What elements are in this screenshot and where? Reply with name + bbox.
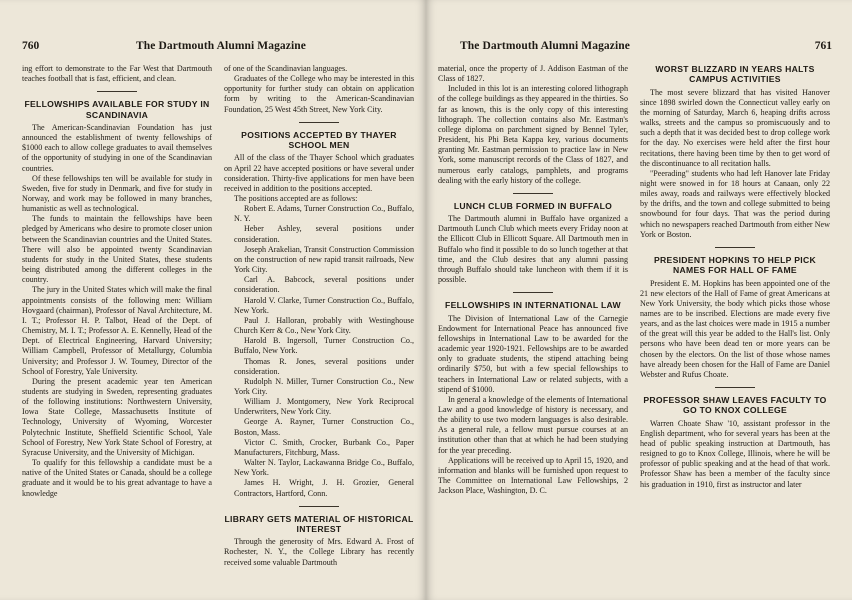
article-paragraph: The positions accepted are as follows:	[234, 194, 358, 203]
right-page-number: 761	[814, 40, 832, 52]
article-paragraph: During the present academic year ten American students are studying in Sweden, representing graduates of the following institutions: Northwestern University, Iowa State College, Massachusetts Institute of Technology, University of Wyoming, Worcester Polytechnic Institute, Sheffield Scientific School, Yale School of Forestry, New York State School of Forestry, at Syracuse University, and the University of Michigan.	[22, 376, 212, 457]
position-entry: Joseph Arakelian, Transit Construction Commission on the construction of new rapid transit railroads, New York City.	[234, 244, 414, 275]
scandinavia-continuation: of one of the Scandinavian languages.	[224, 64, 348, 73]
thayer-positions-heading: POSITIONS ACCEPTED BY THAYER SCHOOL MEN	[241, 129, 397, 151]
right-column-2	[640, 64, 830, 592]
left-running-head	[22, 0, 416, 62]
left-page-number: 760	[22, 40, 40, 52]
divider	[299, 122, 339, 123]
article-paragraph: Of these fellowships ten will be available for study in Sweden, five for study in Denmark, and five for study in Norway, and work may be followed in many branches, humanistic as well as technological.	[22, 173, 212, 214]
football-continuation: ing effort to demonstrate to the Far West that Dartmouth teaches football that is fast, efficient, and clean.	[22, 64, 212, 84]
blizzard-heading: WORST BLIZZARD IN YEARS HALTS CAMPUS ACTIVITIES	[655, 64, 815, 85]
position-entry: Thomas R. Jones, several positions under consideration.	[234, 356, 414, 376]
divider	[513, 193, 553, 194]
article-paragraph: Graduates of the College who may be interested in this opportunity for further study can obtain on application form by writing to the American-Scandinavian Foundation, 25 West 45th Street, New York City.	[224, 74, 414, 114]
position-entry: Paul J. Halloran, probably with Westinghouse Church Kerr & Co., New York City.	[234, 315, 414, 336]
divider	[715, 387, 755, 388]
shaw-heading: PROFESSOR SHAW LEAVES FACULTY TO GO TO KNOX COLLEGE	[643, 395, 827, 416]
right-running-head	[438, 0, 832, 62]
position-entry: Heber Ashley, several positions under consideration.	[234, 224, 414, 244]
article-paragraph: Included in this lot is an interesting colored lithograph of the college buildings as they appeared in the thirties. So far as known, this is the only copy of this interesting lithograph. The collection contains also Mr. Eastman's college diploma on parchment signed by Bennel Tyler, President, his Phi Beta Kappa key, various documents granting Mr. Eastman permission to practice law in New York, some manuscript records of the Class of 1827, and numerous early catalogs, pamphlets, and programs dealing with the early history of the college.	[438, 84, 628, 185]
article-paragraph: "Peerading" students who had left Hanover late Friday night were snowed in for 18 hours at Canaan, only 22 miles away, roads and railways were effectively blocked by the drifts, and the town and college submitted to being snowbound for four days. That was the period during which no newspapers reached Dartmouth from either New York or Boston.	[640, 168, 830, 239]
position-entry: George A. Rayner, Turner Construction Co., Boston, Mass.	[234, 417, 414, 437]
right-page	[426, 0, 852, 600]
article-paragraph: In general a knowledge of the elements of International Law and a good knowledge of history is necessary, and the ability to use two modern languages is also desirable. As a general rule, a fellow must pursue courses at an institution other than that at which he had been studying for the year preceding.	[438, 394, 628, 455]
position-entry: Walter N. Taylor, Lackawanna Bridge Co., Buffalo, New York.	[234, 458, 414, 478]
left-column-1	[22, 64, 212, 592]
scandinavia-fellowships-heading: FELLOWSHIPS AVAILABLE FOR STUDY IN SCANDINAVIA	[24, 99, 210, 120]
divider	[513, 292, 553, 293]
article-paragraph: The Dartmouth alumni in Buffalo have organized a Dartmouth Lunch Club which meets every Friday noon at the Ellicott Club in Ellicott Square. All Dartmouth men in Buffalo who find it possible to do so lunch together at that time, and the Club desires that any alumni passing through Buffalo should take luncheon with them if it is possible.	[438, 214, 628, 285]
divider	[715, 247, 755, 248]
article-paragraph: All of the class of the Thayer School which graduates on April 22 have accepted positions or have several under consideration. Thirty-five applications for men have been received in addition to the positions accepted.	[224, 153, 414, 193]
left-magazine-title: The Dartmouth Alumni Magazine	[136, 40, 306, 52]
article-paragraph: The funds to maintain the fellowships have been pledged by Americans who desire to promote closer union between the Scandinavian countries and the United States. There will also be appointed twenty Scandinavian students for study in the United States, these students being distributed among the different colleges in the country.	[22, 214, 212, 285]
article-paragraph: Through the generosity of Mrs. Edward A. Frost of Rochester, N. Y., the College Library has recently received some valuable Dartmouth	[224, 537, 414, 567]
right-columns	[438, 64, 832, 592]
divider	[97, 91, 137, 92]
position-entry: Harold B. Ingersoll, Turner Construction Co., Buffalo, New York.	[234, 336, 414, 356]
article-paragraph: The most severe blizzard that has visited Hanover since 1898 swirled down the Connecticut valley early on the morning of Saturday, March 6, heaping drifts across walks, streets and the campus so promiscuously and to such a depth that it was decided best to drop college work for the day. No exercises were held after the first hour recitations, there having been time by then to get word of the discontinuance to all recitation halls.	[640, 87, 830, 168]
article-paragraph: The American-Scandinavian Foundation has just announced the establishment of twenty fellowships of $1000 each to allow college graduates to avail themselves of the opportunity of studying in one of the Scandinavian countries.	[22, 122, 212, 173]
position-entry: Harold V. Clarke, Turner Construction Co., Buffalo, New York.	[234, 295, 414, 315]
position-entry: James H. Wright, J. H. Grozier, General Contractors, Hartford, Conn.	[234, 478, 414, 498]
article-paragraph: President E. M. Hopkins has been appointed one of the 21 new electors of the Hall of Fame of great Americans at New York University, the body which picks those whose names are to be inscribed. Elections are made every five years, and as the last choices were made in 1915 a number of the great will this year be added to the Hall's list. Only persons who have been dead ten or more years can be chosen by the electors. On the list of those whose names have already been chosen for the Hall of Fame are Daniel Webster and Rufus Choate.	[640, 278, 830, 379]
position-entry: William J. Montgomery, New York Reciprocal Underwriters, New York City.	[234, 397, 414, 417]
hopkins-heading: PRESIDENT HOPKINS TO HELP PICK NAMES FOR HALL OF FAME	[654, 254, 816, 276]
international-law-heading: FELLOWSHIPS IN INTERNATIONAL LAW	[445, 300, 621, 311]
position-entry: Victor C. Smith, Crocker, Burbank Co., Paper Manufacturers, Fitchburg, Mass.	[234, 437, 414, 457]
library-heading: LIBRARY GETS MATERIAL OF HISTORICAL INTEREST	[224, 513, 414, 534]
position-entry: Robert E. Adams, Turner Construction Co., Buffalo, N. Y.	[234, 204, 414, 224]
article-paragraph: The jury in the United States which will make the final appointments consists of the following men: William Hovgaard (chairman), Professor of Naval Architecture, M. I. T.; Professor H. P. Talbot, Head of the Dept. of Chemistry, M. I. T.; Professor A. E. Kennelly, Head of the Dept. of Electrical Engineering, Harvard University; William Campbell, Professor of Metallurgy, Columbia University; and Professor J. W. Toumey, Director of the School of Forestry, Yale University.	[22, 285, 212, 376]
position-entry: Rudolph N. Miller, Turner Construction Co., New York City.	[234, 376, 414, 396]
left-columns	[22, 64, 416, 592]
divider	[299, 506, 339, 507]
library-continuation: material, once the property of J. Addison Eastman of the Class of 1827.	[438, 64, 628, 84]
right-column-1	[438, 64, 628, 592]
left-column-2	[224, 64, 414, 592]
position-entry: Carl A. Babcock, several positions under consideration.	[234, 275, 414, 295]
article-paragraph: Warren Choate Shaw '10, assistant professor in the English department, who for several years has been at the head of public speaking instruction at Dartmouth, has resigned to go to Knox College, Illinois, where he will be professor of public speaking and at the head of that work. Professor Shaw has been a member of the faculty since his graduation in 1910, first as instructor and later	[640, 418, 830, 489]
right-magazine-title: The Dartmouth Alumni Magazine	[460, 40, 630, 52]
article-paragraph: To qualify for this fellowship a candidate must be a native of the United States or Canada, should be a college graduate and it would be to his great advantage to have a knowledge	[22, 458, 212, 498]
article-paragraph: The Division of International Law of the Carnegie Endowment for International Peace has announced five fellowships in International Law to be awarded for the academic year 1920-1921. Fellowships are to be awarded only to graduate students, the stipend attaching being ordinarily $750, but with a few special fellowships to teachers in International Law or related subjects, with a stipend of $1000.	[438, 313, 628, 394]
article-paragraph: Applications will be received up to April 15, 1920, and information and blanks will be furnished upon request to The Committee on International Law Fellowships, 2 Jackson Place, Washington, D. C.	[438, 455, 628, 496]
lunch-club-heading: LUNCH CLUB FORMED IN BUFFALO	[453, 200, 613, 211]
